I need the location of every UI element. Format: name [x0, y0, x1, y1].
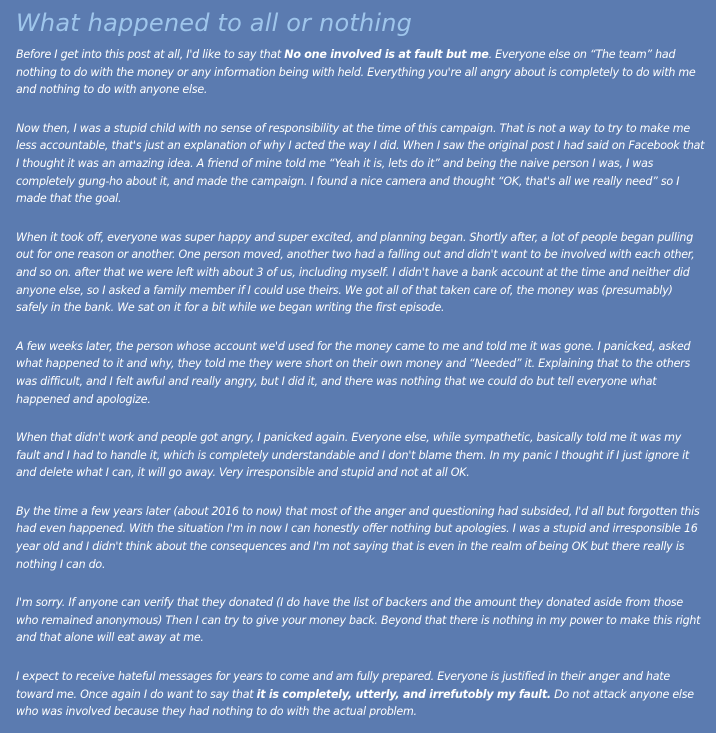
- paragraph-years-later: By the time a few years later (about 2016 to now) that most of the anger and questioning had subsided, I'd all but forgotten this had even happened. With the situation I'm in now I can honestly offer nothing but apologies. I was a stupid and irresponsible 16 year old and I didn't think about the consequences and I'm not saying that is even in the realm of being OK but there really is nothing I can do.: [16, 504, 700, 571]
- paragraph-planning: When it took off, everyone was super happy and super excited, and planning began. Shortly after, a lot of people began pulling out for one reason or another. One person moved, another two had a falling out and didn't want to be involved with each other, and so on. after that we were left with about 3 of us, including myself. I didn't have a bank account at the time and neither did anyone else, so I asked a family member if I could use theirs. We got all of that taken care of, the money was (presumably) safely in the bank. We sat on it for a bit while we began writing the first episode.: [16, 230, 695, 315]
- paragraph-background: Now then, I was a stupid child with no sense of responsibility at the time of this campaign. That is not a way to try to make me less accountable, that's just an explanation of why I acted the way I did. When I saw the original post I had said on Facebook that I thought it was an amazing idea. A friend of mine told me “Yeah it is, lets do it” and being the naive person I was, I was completely gung-ho about it, and made the campaign. I found a nice camera and thought “OK, that's all we really need” so I made that the goal.: [16, 121, 705, 206]
- post-body: [16, 46, 706, 721]
- post-title: What happened to all or nothing: [16, 9, 413, 37]
- emphasis-text: No one involved is at fault but me: [284, 48, 489, 61]
- paragraph-text: I expect to receive hateful messages for years to come and am fully prepared. Everyone is justified in their anger and hate toward me. Once again I do want to say that: [16, 670, 670, 701]
- paragraph-text: Do not attack anyone else who was involved because they had nothing to do with the actual problem.: [16, 687, 694, 719]
- paragraph-closing: [16, 668, 706, 721]
- emphasis-text: it is completely, utterly, and irrefutobly my fault.: [256, 687, 551, 701]
- paragraph-apology: I'm sorry. If anyone can verify that they donated (I do have the list of backers and the amount they donated aside from those who remained anonymous) Then I can try to give your money back. Beyond that there is nothing in my power to make this right and that alone will eat away at me.: [16, 596, 701, 645]
- paragraph-text: . Everyone else on “The team” had nothing to do with the money or any information being with held. Everything you're all angry about is completely to do with me and nothing to do with anyone else.: [16, 48, 696, 97]
- paragraph-text: Before I get into this post at all, I'd like to say that: [16, 48, 285, 61]
- paragraph-panic: When that didn't work and people got angry, I panicked again. Everyone else, while sympathetic, basically told me it was my fault and I had to handle it, which is completely understandable and I don't blame them. In my panic I thought if I just ignore it and delete what I can, it will go away. Very irresponsible and stupid and not at all OK.: [16, 431, 690, 480]
- paragraph-disclaimer: [16, 46, 706, 99]
- paragraph-money-gone: A few weeks later, the person whose account we'd used for the money came to me and told me it was gone. I panicked, asked what happened to it and why, they told me they were short on their own money and “Needed” it. Explaining that to the others was difficult, and I felt awful and really angry, but I did it, and there was nothing that we could do but tell everyone what happened and apologize.: [16, 339, 691, 406]
